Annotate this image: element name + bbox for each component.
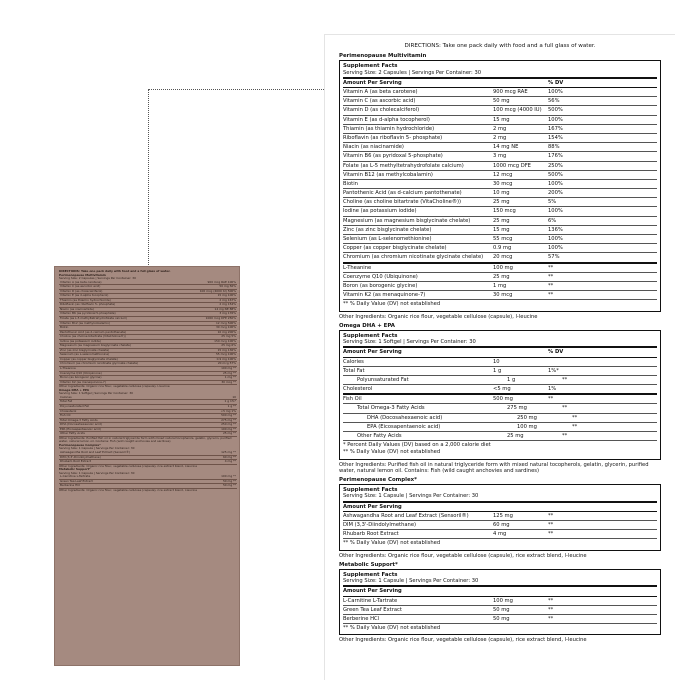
thumbnail-serving: Serving Size: 1 Softgel | Servings Per Container: 30 — [59, 391, 133, 396]
thumbnail-row-name: Total Fat — [60, 399, 72, 404]
nutrient-amount: 2 mg — [493, 134, 507, 141]
nutrient-dv: 100% — [548, 245, 563, 252]
thumbnail-row-amount: 1 mg ** — [224, 375, 236, 380]
nutrient-amount: 25 mg — [493, 199, 510, 206]
nutrient-amount: 14 mg NE — [493, 144, 519, 151]
serving-size: Serving Size: 1 Softgel | Servings Per Container: 30 — [343, 339, 657, 348]
nutrient-dv: ** — [572, 423, 578, 430]
nutrient-amount: 30 mcg — [493, 180, 513, 187]
thumbnail-row-name: Biotin — [60, 325, 69, 330]
thumbnail-row-amount: 15 mg 136% — [217, 347, 236, 352]
nutrient-amount: 15 mg — [493, 226, 510, 233]
thumbnail-label-text — [59, 270, 237, 492]
nutrient-dv: 57% — [548, 254, 560, 261]
nutrient-amount: 275 mg — [507, 405, 527, 412]
table-header — [343, 79, 657, 88]
nutrient-row — [343, 180, 657, 189]
directions-text: DIRECTIONS: Take one pack daily with food and a full glass of water. — [404, 43, 596, 49]
thumbnail-row-amount: 25 mg ** — [222, 431, 236, 436]
thumbnail-section-title: Perimenopause Complex* — [59, 442, 101, 447]
nutrient-name: Vitamin A (as beta carotene) — [343, 89, 418, 95]
nutrient-row — [343, 97, 657, 106]
thumbnail-row-amount: 1000 mcg DFE 250% — [205, 316, 236, 321]
thumbnail-row-name: Vitamin K2 (as menaquinone-7) — [60, 379, 106, 384]
nutrient-dv: ** — [562, 405, 568, 412]
nutrient-dv: 100% — [548, 116, 563, 123]
nutrient-dv: 100% — [548, 180, 563, 187]
thumbnail-row-name: Riboflavin (as riboflavin 5- phosphate) — [60, 302, 116, 307]
table-header — [343, 503, 657, 512]
nutrient-dv: 200% — [548, 190, 563, 197]
nutrient-name: DHA (Docosahexaenoic acid) — [367, 414, 443, 421]
nutrient-name: Total Fat — [343, 367, 365, 374]
nutrient-row — [343, 615, 657, 624]
thumbnail-row-amount: 500 mg ** — [221, 413, 236, 418]
thumbnail-row-name: Vitamin E (as d-alpha tocopherol) — [60, 293, 109, 298]
nutrient-row — [343, 152, 657, 161]
supplement-facts-heading: Supplement Facts — [343, 63, 398, 70]
thumbnail-row-name: Cholesterol — [60, 408, 77, 413]
nutrient-amount: 100 mcg (4000 IU) — [493, 107, 542, 114]
header-spacer — [493, 349, 548, 355]
thumbnail-other: Other Ingredients: Organic rice flour, vegetable cellulose (capsule), l-leucine — [59, 384, 170, 389]
nutrient-amount: 1000 mcg DFE — [493, 162, 531, 169]
thumbnail-row-name: Boron (as borogenic glycine) — [60, 375, 102, 380]
nutrient-name: Vitamin D (as cholecalciferol) — [343, 107, 420, 114]
thumbnail-row-name: Rhubarb Root Extract — [60, 459, 92, 464]
thumbnail-other: Other Ingredients: Purified fish oil in natural triglyceride form with mixed natural tocopherols, gelatin, glycerin, purified water, natural lemon oil. Contains: Fish (wild caught anchovies and sardines) — [59, 435, 232, 444]
thumbnail-serving: Serving Size: 1 Capsule | Servings Per Container: 30 — [59, 470, 135, 475]
nutrient-row — [343, 530, 657, 539]
thumbnail-row-amount: 15 mg 100% — [217, 293, 236, 298]
nutrient-name: Biotin — [343, 180, 358, 187]
nutrient-amount: <5 mg — [493, 386, 511, 393]
thumbnail-row-amount: 3 mg 176% — [219, 311, 236, 316]
thumbnail-row-amount: 100 mcg (4000 IU) 500% — [199, 288, 236, 293]
complex-title: Perimenopause Complex* — [339, 477, 417, 484]
supplement-facts-heading: Supplement Facts — [343, 572, 398, 579]
nutrient-dv: 100% — [548, 208, 563, 215]
nutrient-dv: 100% — [548, 236, 563, 242]
header-spacer — [493, 80, 548, 86]
supplement-facts-panel — [324, 34, 675, 680]
nutrient-name: Total Omega-3 Fatty Acids — [357, 405, 425, 412]
nutrient-name: Pantothenic Acid (as d-calcium pantothenate) — [343, 190, 462, 197]
nutrient-name: Copper (as copper bisglycinate chelate) — [343, 245, 447, 252]
thumbnail-row-name: Thiamin (as thiamin hydrochloride) — [60, 297, 111, 302]
thumbnail-row-amount: 14 mg NE 88% — [214, 306, 236, 311]
header-dv: % DV — [548, 349, 564, 356]
nutrient-amount: 10 — [493, 358, 500, 365]
nutrient-row — [343, 106, 657, 115]
thumbnail-row-name: Zinc (as zinc bisglycinate chelate) — [60, 347, 110, 352]
nutrient-row — [343, 512, 657, 521]
supplement-facts-heading: Supplement Facts — [343, 332, 398, 339]
thumbnail-row-name: EPA (Eicosapentaenoic acid) — [60, 426, 101, 431]
nutrient-name: Iodine (as potassium iodide) — [343, 208, 417, 215]
thumbnail-row-amount: 10 — [232, 394, 236, 399]
nutrient-name: Coenzyme Q10 (Ubiquinone) — [343, 273, 418, 280]
nutrient-amount: 900 mcg RAE — [493, 89, 528, 95]
nutrient-name: Zinc (as zinc bisglycinate chelate) — [343, 226, 432, 233]
metabolic-other-ingredients: Other Ingredients: Organic rice flour, vegetable cellulose (capsule), rice extract blend, l-leucine — [339, 637, 587, 644]
nutrient-row — [343, 282, 657, 291]
nutrient-dv: 1% — [548, 386, 557, 393]
nutrient-amount: 25 mg — [507, 433, 524, 440]
nutrient-name: Cholesterol — [343, 386, 373, 393]
nutrient-amount: 20 mcg — [493, 254, 513, 261]
nutrient-row — [343, 358, 657, 367]
nutrient-dv: ** — [548, 531, 554, 538]
nutrient-row — [343, 88, 657, 97]
nutrient-name: DIM (3,3'-Diindolylmethane) — [343, 522, 417, 529]
serving-size: Serving Size: 1 Capsule | Servings Per Container: 30 — [343, 578, 657, 587]
nutrient-dv: ** — [548, 264, 554, 271]
thumbnail-row-amount: 12 mcg 500% — [215, 320, 236, 325]
nutrient-name: Fish Oil — [343, 396, 362, 403]
nutrient-name: Vitamin B6 (as pyridoxal 5-phosphate) — [343, 153, 443, 160]
header-spacer — [493, 588, 548, 594]
nutrient-dv: ** — [548, 292, 554, 299]
nutrient-name: L-Carnitine L-Tartrate — [343, 597, 398, 604]
thumbnail-row-name: Calories — [60, 394, 72, 399]
nutrient-row — [343, 198, 657, 207]
thumbnail-directions: DIRECTIONS: Take one pack daily with food and a full glass of water. — [59, 269, 171, 273]
thumbnail-row-name: Vitamin D (as cholecalciferol) — [60, 288, 103, 293]
nutrient-row — [343, 423, 657, 432]
nutrient-amount: 250 mg — [517, 414, 537, 421]
nutrient-dv: ** — [548, 597, 554, 604]
thumbnail-row-amount: 55 mcg 100% — [215, 352, 236, 357]
nutrient-row — [343, 291, 657, 300]
thumbnail-row-amount: 900 mcg RAE 100% — [207, 279, 236, 284]
thumbnail-row-amount: 20 mcg 57% — [217, 361, 236, 366]
nutrient-amount: 2 mg — [493, 125, 507, 132]
thumbnail-row-name: Iodine (as potassium iodide) — [60, 338, 101, 343]
nutrient-dv: 500% — [548, 107, 563, 114]
nutrient-name: Selenium (as L-selenomethionine) — [343, 236, 432, 242]
header-dv — [548, 588, 588, 594]
header-dv — [548, 504, 588, 510]
nutrient-dv: 500% — [548, 171, 563, 178]
table-header — [343, 587, 657, 596]
nutrient-dv: 5% — [548, 199, 557, 206]
thumbnail-row-amount: 2 mg 154% — [219, 302, 236, 307]
thumbnail-row-name: Niacin (as niacinamide) — [60, 306, 94, 311]
nutrient-name: Niacin (as niacinamide) — [343, 144, 404, 151]
nutrient-amount: 100 mg — [517, 423, 537, 430]
nutrient-name: Magnesium (as magnesium bisglycinate chelate) — [343, 217, 471, 224]
nutrient-dv: 100% — [548, 89, 563, 95]
nutrient-row — [343, 264, 657, 273]
nutrient-row — [343, 162, 657, 171]
thumbnail-row-amount: 50 mg ** — [222, 483, 236, 488]
nutrient-dv: ** — [548, 522, 554, 529]
nutrient-row — [343, 432, 657, 441]
nutrient-row — [343, 376, 657, 385]
thumbnail-row-name: Copper (as copper bisglycinate chelate) — [60, 356, 118, 361]
nutrient-dv: ** — [548, 616, 554, 622]
nutrient-dv: 88% — [548, 144, 560, 151]
nutrient-row — [343, 116, 657, 125]
thumbnail-row-name: Fish Oil — [60, 413, 71, 418]
nutrient-amount: 1 g — [507, 376, 516, 383]
nutrient-row — [343, 226, 657, 235]
multivitamin-other-ingredients: Other Ingredients: Organic rice flour, vegetable cellulose (capsule), l-leucine — [339, 313, 538, 320]
nutrient-row — [343, 521, 657, 530]
nutrient-dv: 154% — [548, 134, 563, 141]
table-header — [343, 348, 657, 357]
product-label-thumbnail — [54, 266, 240, 666]
dv-footnote: ** % Daily Value (DV) not established — [343, 540, 441, 547]
thumbnail-row-amount: 4 mg ** — [224, 459, 236, 464]
omega-other-ingredients: Other Ingredients: Purified fish oil in natural triglyceride form with mixed natural tocopherols, gelatin, glycerin, purified water, natural lemon oil. Contains: Fish (wild caught anchovies and sardines) — [339, 461, 649, 474]
nutrient-row — [343, 125, 657, 134]
nutrient-row — [343, 606, 657, 615]
nutrient-amount: 500 mg — [493, 396, 513, 403]
nutrient-name: Polyunsaturated Fat — [357, 376, 409, 383]
nutrient-amount: 0.9 mg — [493, 245, 512, 252]
thumbnail-row-name: Vitamin B6 (as pyridoxal 5-phosphate) — [60, 311, 116, 316]
nutrient-dv: ** — [548, 512, 554, 519]
nutrient-amount: 10 mg — [493, 190, 510, 197]
nutrient-dv: 136% — [548, 226, 563, 233]
nutrient-dv: 167% — [548, 125, 563, 132]
nutrient-amount: 25 mg — [493, 273, 510, 280]
thumbnail-row-name: DHA (Docosahexaenoic acid) — [60, 422, 102, 427]
multivitamin-facts-box — [339, 60, 661, 311]
thumbnail-row-name: L-Carnitine L-Tartrate — [60, 474, 91, 479]
nutrient-amount: 50 mg — [493, 616, 510, 622]
omega-facts-box — [339, 330, 661, 460]
nutrient-name: Vitamin E (as d-alpha tocopherol) — [343, 116, 430, 123]
dv-footnote: ** % Daily Value (DV) not established — [343, 625, 441, 632]
nutrient-amount: 100 mg — [493, 597, 513, 604]
nutrient-dv: ** — [562, 433, 568, 440]
nutrient-amount: 1 g — [493, 367, 502, 374]
nutrient-name: Ashwagandha Root and Leaf Extract (Sensoril®) — [343, 512, 469, 519]
nutrient-dv: ** — [572, 414, 578, 421]
nutrient-row — [343, 244, 657, 253]
header-dv: % DV — [548, 79, 564, 86]
nutrient-dv: 56% — [548, 98, 560, 105]
nutrient-row — [343, 189, 657, 198]
omega-title: Omega DHA + EPA — [339, 322, 395, 329]
nutrient-row — [343, 404, 657, 413]
thumbnail-row-name: Chromium (as chromium nicotinate glycinate chelate) — [60, 361, 139, 366]
dv-footnote: * Percent Daily Values (DV) based on a 2,000 calorie diet — [343, 442, 491, 449]
nutrient-name: Thiamin (as thiamin hydrochloride) — [343, 125, 435, 132]
metabolic-facts-box — [339, 569, 661, 635]
header-amount-per-serving: Amount Per Serving — [343, 588, 402, 595]
nutrient-amount: 50 mg — [493, 606, 510, 613]
supplement-facts-heading: Supplement Facts — [343, 487, 398, 494]
header-spacer — [493, 504, 548, 510]
nutrient-row — [343, 385, 657, 395]
nutrient-amount: 25 mg — [493, 217, 510, 224]
serving-size: Serving Size: 2 Capsules | Servings Per Container: 30 — [343, 70, 657, 79]
thumbnail-row-name: Coenzyme Q10 (Ubiquinone) — [60, 370, 102, 375]
thumbnail-row-amount: 1 g 1%* — [224, 399, 236, 404]
thumbnail-row-amount: 10 mg 200% — [217, 329, 236, 334]
thumbnail-row-name: Ashwagandha Root and Leaf Extract (Sensoril®) — [60, 449, 131, 454]
nutrient-name: Berberine HCl — [343, 616, 380, 622]
thumbnail-row-amount: 275 mg ** — [221, 417, 236, 422]
nutrient-dv: ** — [548, 273, 554, 280]
thumbnail-row-name: Berberine HCl — [60, 483, 81, 488]
thumbnail-row-amount: 100 mg ** — [221, 366, 236, 371]
thumbnail-other: Other Ingredients: Organic rice flour, vegetable cellulose (capsule), rice extract blend, l-leucine — [59, 463, 197, 468]
thumbnail-row-name: Green Tea Leaf Extract — [60, 478, 93, 483]
nutrient-name: Vitamin C (as ascorbic acid) — [343, 98, 416, 105]
nutrient-dv: 176% — [548, 153, 563, 160]
thumbnail-row-amount: 60 mg ** — [222, 454, 236, 459]
nutrient-row — [343, 207, 657, 216]
thumbnail-serving: Serving Size: 2 Capsules | Servings Per Container: 30 — [59, 276, 136, 281]
thumbnail-row-amount: 1 g ** — [227, 403, 236, 408]
thumbnail-row-amount: 2 mg 167% — [219, 297, 236, 302]
thumbnail-row-amount: 25 mg 6% — [221, 343, 236, 348]
complex-facts-box — [339, 484, 661, 550]
thumbnail-row-name: Selenium (as L-selenomethionine) — [60, 352, 110, 357]
nutrient-row — [343, 134, 657, 143]
nutrient-name: Folate (as L-5 methyltetrahydrofolate calcium) — [343, 162, 464, 169]
nutrient-name: Vitamin K2 (as menaquinone-7) — [343, 292, 426, 299]
nutrient-name: Other Fatty Acids — [357, 433, 402, 440]
thumbnail-row-amount: 50 mg ** — [222, 478, 236, 483]
thumbnail-row-name: Magnesium (as magnesium bisglycinate chelate) — [60, 343, 131, 348]
nutrient-amount: 4 mg — [493, 531, 507, 538]
nutrient-name: Boron (as borogenic glycine) — [343, 282, 418, 289]
nutrient-row — [343, 143, 657, 152]
nutrient-dv: ** — [548, 282, 554, 289]
header-amount-per-serving: Amount Per Serving — [343, 503, 402, 510]
nutrient-row — [343, 273, 657, 282]
nutrient-amount: 15 mg — [493, 116, 510, 123]
nutrient-row — [343, 253, 657, 263]
nutrient-amount: 50 mg — [493, 98, 510, 105]
header-amount-per-serving: Amount Per Serving — [343, 79, 402, 86]
nutrient-dv: ** — [562, 376, 568, 383]
nutrient-name: Riboflavin (as riboflavin 5- phosphate) — [343, 134, 443, 141]
nutrient-dv: 1%* — [548, 367, 559, 374]
nutrient-amount: 30 mcg — [493, 292, 513, 299]
nutrient-row — [343, 414, 657, 423]
thumbnail-row-name: Vitamin A (as beta carotene) — [60, 279, 102, 284]
nutrient-amount: 60 mg — [493, 522, 510, 529]
nutrient-amount: 150 mcg — [493, 208, 516, 215]
nutrient-amount: 12 mcg — [493, 171, 513, 178]
nutrient-amount: 100 mg — [493, 264, 513, 271]
nutrient-row — [343, 235, 657, 244]
thumbnail-row-name: Choline (as choline bitartrate (VitaCholine®)) — [60, 334, 126, 339]
nutrient-amount: 125 mg — [493, 512, 513, 519]
thumbnail-row-name: Vitamin C (as ascorbic acid) — [60, 284, 101, 289]
dv-footnote: ** % Daily Value (DV) not established — [343, 301, 441, 308]
thumbnail-row-name: Vitamin B12 (as methylcobalamin) — [60, 320, 111, 325]
multivitamin-title: Perimenopause Multivitamin — [339, 53, 427, 60]
nutrient-row — [343, 597, 657, 606]
thumbnail-row-amount: 125 mg ** — [221, 449, 236, 454]
thumbnail-row-amount: 30 mcg 100% — [215, 325, 236, 330]
thumbnail-row-amount: <5 mg 1% — [220, 408, 236, 413]
nutrient-name: Choline (as choline bitartrate (VitaCholine®)) — [343, 199, 462, 206]
nutrient-dv: 6% — [548, 217, 557, 224]
thumbnail-row-amount: 250 mg ** — [221, 422, 236, 427]
metabolic-title: Metabolic Support* — [339, 561, 398, 568]
thumbnail-row-name: DIM (3,3'-Diindolylmethane) — [60, 454, 101, 459]
thumbnail-row-amount: 100 mg ** — [221, 474, 236, 479]
nutrient-name: EPA (Eicosapentaenoic acid) — [367, 423, 441, 430]
thumbnail-row-name: Polyunsaturated Fat — [60, 403, 89, 408]
thumbnail-row-name: Pantothenic Acid (as d-calcium pantothenate) — [60, 329, 127, 334]
nutrient-dv: ** — [548, 396, 554, 403]
thumbnail-row-name: Folate (as L-5 methyltetrahydrofolate calcium) — [60, 316, 128, 321]
thumbnail-section-title: Omega DHA + EPA — [59, 387, 90, 392]
thumbnail-row-amount: 100 mg ** — [221, 426, 236, 431]
dv-footnote: ** % Daily Value (DV) not established — [343, 449, 441, 456]
label-content — [339, 43, 661, 647]
thumbnail-row-amount: 25 mg 5% — [221, 334, 236, 339]
nutrient-dv: 250% — [548, 162, 563, 169]
nutrient-name: Chromium (as chromium nicotinate glycinate chelate) — [343, 254, 484, 261]
nutrient-row — [343, 217, 657, 226]
thumbnail-row-name: Other Fatty Acids — [60, 431, 85, 436]
nutrient-name: Calories — [343, 358, 364, 365]
thumbnail-row-amount: 50 mg 56% — [219, 284, 236, 289]
complex-other-ingredients: Other Ingredients: Organic rice flour, vegetable cellulose (capsule), rice extract blend, l-leucine — [339, 552, 587, 559]
thumbnail-row-amount: 0.9 mg 100% — [216, 356, 236, 361]
nutrient-dv: ** — [548, 606, 554, 613]
serving-size: Serving Size: 1 Capsule | Servings Per Container: 30 — [343, 493, 657, 502]
thumbnail-serving: Serving Size: 1 Capsule | Servings Per Container: 30 — [59, 446, 135, 451]
nutrient-name: Green Tea Leaf Extract — [343, 606, 402, 613]
nutrient-amount: 1 mg — [493, 282, 507, 289]
thumbnail-section-title: Metabolic Support* — [59, 467, 91, 472]
thumbnail-row-amount: 25 mg ** — [222, 370, 236, 375]
thumbnail-row-amount: 30 mcg ** — [221, 379, 236, 384]
thumbnail-section-title: Perimenopause Multivitamin — [59, 272, 106, 277]
connector-line-horizontal — [148, 89, 324, 90]
nutrient-amount: 55 mcg — [493, 236, 513, 242]
thumbnail-row-amount: 150 mcg 100% — [214, 338, 236, 343]
thumbnail-row-name: Total Omega-3 Fatty Acids — [60, 417, 98, 422]
connector-line-vertical — [148, 89, 149, 267]
nutrient-row — [343, 395, 657, 404]
nutrient-row — [343, 367, 657, 376]
nutrient-amount: 3 mg — [493, 153, 507, 160]
nutrient-name: Vitamin B12 (as methylcobalamin) — [343, 171, 433, 178]
header-amount-per-serving: Amount Per Serving — [343, 349, 402, 356]
nutrient-name: Rhubarb Root Extract — [343, 531, 399, 538]
thumbnail-other: Other Ingredients: Organic rice flour, vegetable cellulose (capsule), rice extract blend, l-leucine — [59, 487, 197, 492]
nutrient-name: L-Theanine — [343, 264, 372, 271]
thumbnail-row-name: L-Theanine — [60, 366, 76, 371]
nutrient-row — [343, 171, 657, 180]
